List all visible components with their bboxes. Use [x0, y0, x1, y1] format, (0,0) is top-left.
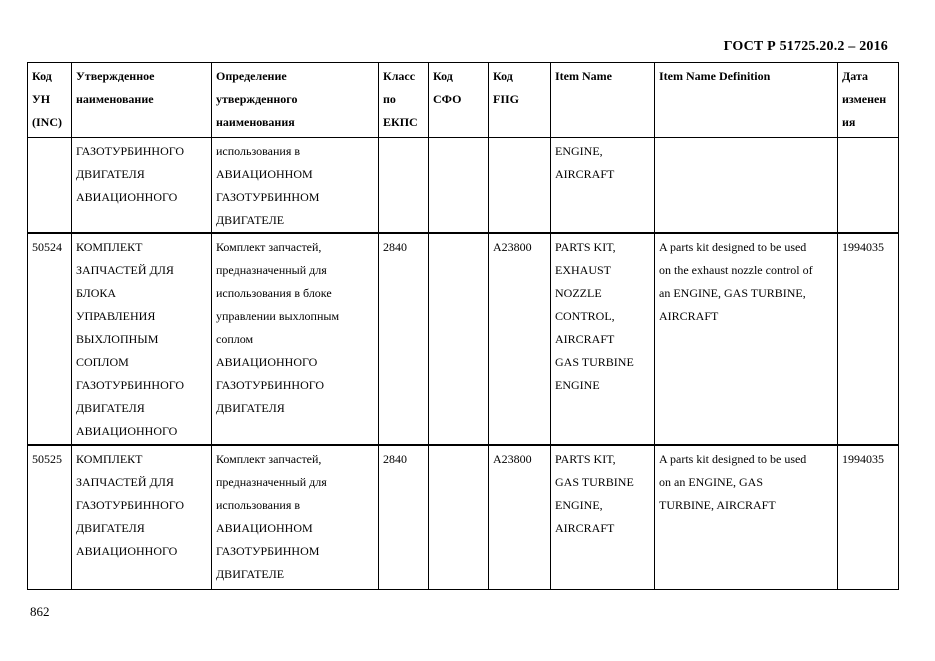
cell-ekps-class: [379, 138, 429, 234]
cell-item-name-definition: A parts kit designed to be used on the exhaust nozzle control of an ENGINE, GAS TURBINE, AIRCRAFT: [655, 233, 838, 445]
cell-approved-name: КОМПЛЕКТ ЗАПЧАСТЕЙ ДЛЯ ГАЗОТУРБИННОГО ДВИГАТЕЛЯ АВИАЦИОННОГО: [72, 445, 212, 589]
cell-item-name-definition: [655, 138, 838, 234]
cell-item-name: ENGINE, AIRCRAFT: [551, 138, 655, 234]
cell-inc-code: [28, 138, 72, 234]
table-row: [28, 233, 899, 445]
cell-item-name: PARTS KIT, EXHAUST NOZZLE CONTROL, AIRCRAFT GAS TURBINE ENGINE: [551, 233, 655, 445]
column-header-fiig-code: Код FIIG: [489, 63, 551, 138]
cell-sfo-code: [429, 233, 489, 445]
cell-inc-code: 50524: [28, 233, 72, 445]
cell-item-name-definition: A parts kit designed to be used on an ENGINE, GAS TURBINE, AIRCRAFT: [655, 445, 838, 589]
cell-sfo-code: [429, 445, 489, 589]
column-header-inc-code: Код УН (INC): [28, 63, 72, 138]
cell-ekps-class: 2840: [379, 233, 429, 445]
column-header-definition: Определение утвержденного наименования: [212, 63, 379, 138]
cell-change-date: 1994035: [838, 445, 899, 589]
column-header-ekps-class: Класс по ЕКПС: [379, 63, 429, 138]
column-header-item-name: Item Name: [551, 63, 655, 138]
column-header-item-name-definition: Item Name Definition: [655, 63, 838, 138]
column-header-change-date: Дата изменен ия: [838, 63, 899, 138]
cell-ekps-class: 2840: [379, 445, 429, 589]
cell-approved-name: КОМПЛЕКТ ЗАПЧАСТЕЙ ДЛЯ БЛОКА УПРАВЛЕНИЯ ВЫХЛОПНЫМ СОПЛОМ ГАЗОТУРБИННОГО ДВИГАТЕЛЯ АВИАЦИОННОГО: [72, 233, 212, 445]
cell-sfo-code: [429, 138, 489, 234]
page-number: 862: [30, 604, 50, 619]
column-header-approved-name: Утвержденное наименование: [72, 63, 212, 138]
item-name-table: [27, 62, 899, 590]
column-header-sfo-code: Код СФО: [429, 63, 489, 138]
table-row: [28, 138, 899, 234]
cell-approved-name: ГАЗОТУРБИННОГО ДВИГАТЕЛЯ АВИАЦИОННОГО: [72, 138, 212, 234]
table-row: [28, 445, 899, 589]
cell-inc-code: 50525: [28, 445, 72, 589]
cell-definition: Комплект запчастей, предназначенный для использования в блоке управлении выхлопным соплом АВИАЦИОННОГО ГАЗОТУРБИННОГО ДВИГАТЕЛЯ: [212, 233, 379, 445]
cell-definition: Комплект запчастей, предназначенный для использования в АВИАЦИОННОМ ГАЗОТУРБИННОМ ДВИГАТЕЛЕ: [212, 445, 379, 589]
document-title: ГОСТ Р 51725.20.2 – 2016: [723, 39, 888, 54]
cell-fiig-code: A23800: [489, 445, 551, 589]
cell-definition: использования в АВИАЦИОННОМ ГАЗОТУРБИННОМ ДВИГАТЕЛЕ: [212, 138, 379, 234]
cell-change-date: [838, 138, 899, 234]
cell-fiig-code: [489, 138, 551, 234]
cell-fiig-code: A23800: [489, 233, 551, 445]
table-header-row: [28, 63, 899, 138]
cell-item-name: PARTS KIT, GAS TURBINE ENGINE, AIRCRAFT: [551, 445, 655, 589]
cell-change-date: 1994035: [838, 233, 899, 445]
